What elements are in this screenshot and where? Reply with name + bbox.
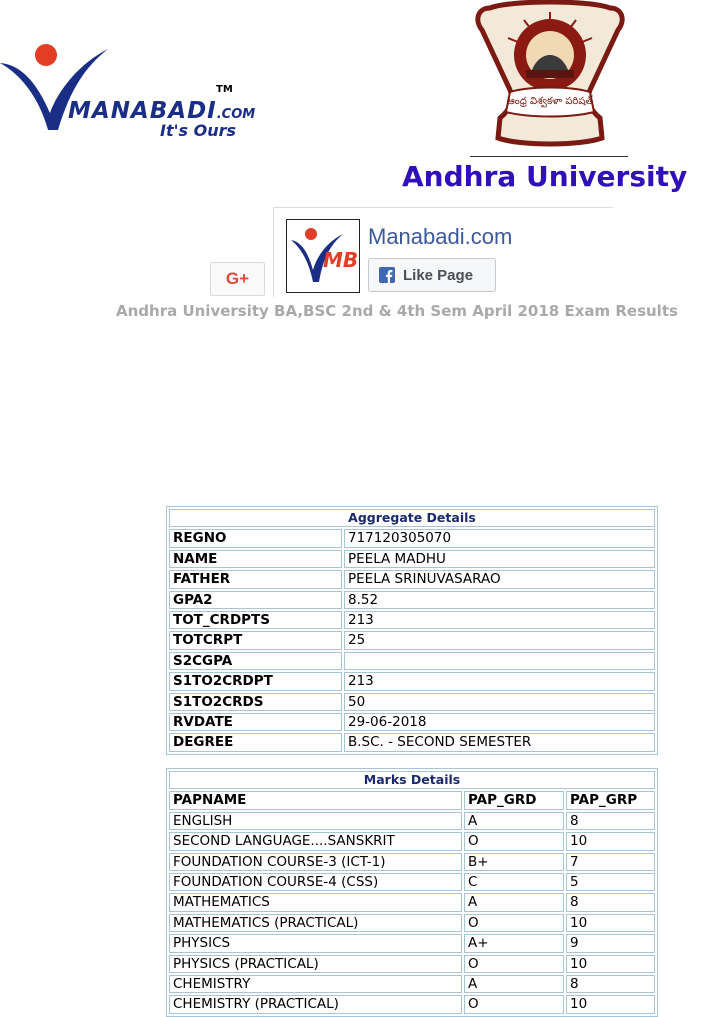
- table-header-row: [169, 509, 655, 527]
- grade-points-cell: 5: [566, 873, 655, 891]
- andhra-university-seal-icon: [470, 0, 630, 155]
- grade-cell: C: [464, 873, 564, 891]
- field-value: 213: [344, 611, 655, 629]
- table-row: [169, 693, 655, 711]
- table-row: [169, 893, 655, 911]
- grade-points-cell: 10: [566, 955, 655, 973]
- table-row: [169, 812, 655, 830]
- grade-cell: A: [464, 893, 564, 911]
- grade-points-cell: 10: [566, 832, 655, 850]
- manabadi-logo[interactable]: [0, 35, 270, 150]
- grade-points-cell: 9: [566, 934, 655, 952]
- field-label: REGNO: [169, 529, 342, 547]
- field-value: 29-06-2018: [344, 713, 655, 731]
- paper-name-cell: FOUNDATION COURSE-4 (CSS): [169, 873, 462, 891]
- grade-points-cell: 8: [566, 975, 655, 993]
- aggregate-details-table: [166, 506, 658, 755]
- field-label: FATHER: [169, 570, 342, 588]
- thumb-text: MB: [323, 248, 359, 272]
- table-row: [169, 832, 655, 850]
- table-row: [169, 570, 655, 588]
- grade-cell: B+: [464, 853, 564, 871]
- field-label: S2CGPA: [169, 652, 342, 670]
- table-row: [169, 975, 655, 993]
- paper-name-cell: FOUNDATION COURSE-3 (ICT-1): [169, 853, 462, 871]
- field-value: 717120305070: [344, 529, 655, 547]
- grade-cell: O: [464, 914, 564, 932]
- column-header: PAP_GRD: [464, 791, 564, 809]
- exam-results-title: Andhra University BA,BSC 2nd & 4th Sem April 2018 Exam Results: [116, 302, 678, 320]
- table-row: [169, 529, 655, 547]
- facebook-f-icon: [379, 267, 395, 283]
- field-label: DEGREE: [169, 733, 342, 751]
- field-label: RVDATE: [169, 713, 342, 731]
- column-header: PAPNAME: [169, 791, 462, 809]
- grade-cell: O: [464, 955, 564, 973]
- grade-cell: A+: [464, 934, 564, 952]
- field-value: PEELA SRINUVASARAO: [344, 570, 655, 588]
- field-label: TOT_CRDPTS: [169, 611, 342, 629]
- grade-points-cell: 8: [566, 812, 655, 830]
- field-value: 8.52: [344, 591, 655, 609]
- marks-details-table: [166, 768, 658, 1017]
- column-header: PAP_GRP: [566, 791, 655, 809]
- paper-name-cell: CHEMISTRY (PRACTICAL): [169, 995, 462, 1013]
- like-page-button[interactable]: [368, 258, 496, 292]
- table-row: [169, 652, 655, 670]
- seal-text: ఆంధ్ర విశ్వకళా పరిషత్: [506, 96, 594, 107]
- like-page-label: Like Page: [403, 266, 474, 284]
- field-value: B.SC. - SECOND SEMESTER: [344, 733, 655, 751]
- grade-cell: A: [464, 812, 564, 830]
- table-header-row: [169, 771, 655, 789]
- grade-points-cell: 10: [566, 914, 655, 932]
- table-row: [169, 955, 655, 973]
- grade-points-cell: 10: [566, 995, 655, 1013]
- table-row: [169, 873, 655, 891]
- paper-name-cell: MATHEMATICS: [169, 893, 462, 911]
- field-value: PEELA MADHU: [344, 550, 655, 568]
- logo-tagline: It's Ours: [160, 121, 236, 140]
- facebook-page-thumbnail[interactable]: [286, 219, 360, 293]
- field-label: S1TO2CRDPT: [169, 672, 342, 690]
- paper-name-cell: MATHEMATICS (PRACTICAL): [169, 914, 462, 932]
- table-row: [169, 733, 655, 751]
- grade-cell: A: [464, 975, 564, 993]
- field-label: S1TO2CRDS: [169, 693, 342, 711]
- field-value: 213: [344, 672, 655, 690]
- table-row: [169, 550, 655, 568]
- field-value: 50: [344, 693, 655, 711]
- paper-name-cell: PHYSICS: [169, 934, 462, 952]
- grade-cell: O: [464, 832, 564, 850]
- table-row: [169, 853, 655, 871]
- table-row: [169, 713, 655, 731]
- field-value: [344, 652, 655, 670]
- paper-name-cell: PHYSICS (PRACTICAL): [169, 955, 462, 973]
- seal-divider: [470, 156, 628, 157]
- table-row: [169, 611, 655, 629]
- field-label: GPA2: [169, 591, 342, 609]
- facebook-page-name-link[interactable]: Manabadi.com: [368, 224, 513, 249]
- grade-points-cell: 7: [566, 853, 655, 871]
- grade-cell: O: [464, 995, 564, 1013]
- table-row: [169, 914, 655, 932]
- field-label: NAME: [169, 550, 342, 568]
- table-row: [169, 934, 655, 952]
- table-row: [169, 995, 655, 1013]
- paper-name-cell: SECOND LANGUAGE....SANSKRIT: [169, 832, 462, 850]
- logo-com: .COM: [216, 107, 256, 122]
- table-row: [169, 591, 655, 609]
- trademark-mark: TM: [216, 84, 233, 95]
- google-plus-button[interactable]: G+: [210, 262, 265, 296]
- table-row: [169, 672, 655, 690]
- column-header-row: [169, 791, 655, 809]
- field-value: 25: [344, 631, 655, 649]
- grade-points-cell: 8: [566, 893, 655, 911]
- aggregate-heading: Aggregate Details: [169, 509, 655, 527]
- university-title: Andhra University: [402, 160, 688, 193]
- paper-name-cell: ENGLISH: [169, 812, 462, 830]
- marks-heading: Marks Details: [169, 771, 655, 789]
- logo-word: MANABADI: [68, 98, 217, 124]
- paper-name-cell: CHEMISTRY: [169, 975, 462, 993]
- table-row: [169, 631, 655, 649]
- field-label: TOTCRPT: [169, 631, 342, 649]
